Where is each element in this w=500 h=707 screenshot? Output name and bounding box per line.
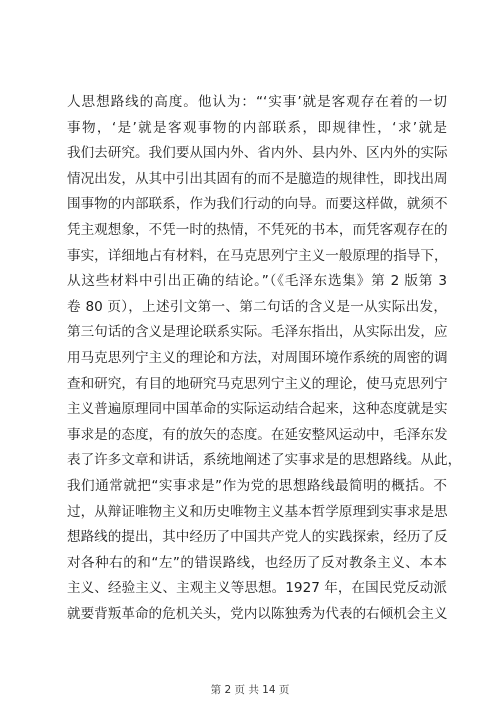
page-footer: 第 2 页 共 14 页	[210, 684, 290, 696]
text-line: 从这些材料中引出正确的结论。”（《毛泽东选集》第 2 版第 3	[67, 273, 447, 290]
text-line: 我们去研究。我们要从国内外、省内外、县内外、区内外的实际	[67, 145, 448, 162]
text-line: 主义、经验主义、主观主义等思想。1927 年，在国民党反动派	[67, 580, 447, 597]
text-line: 主义普遍原理同中国革命的实际运动结合起来，这种态度就是实	[67, 401, 448, 418]
text-line: 凭主观想象，不凭一时的热情，不凭死的书本，而凭客观存在的	[67, 221, 448, 238]
text-line: 我们通常就把“实事求是”作为党的思想路线最简明的概括。不	[67, 477, 447, 494]
body-text	[67, 90, 462, 627]
text-line: 用马克思列宁主义的理论和方法，对周围环境作系统的周密的调	[67, 349, 448, 366]
text-line: 事实，详细地占有材料，在马克思列宁主义一般原理的指导下，	[67, 247, 448, 264]
text-line: 想路线的提出，其中经历了中国共产党人的实践探索，经历了反	[67, 529, 448, 546]
text-line: 表了许多文章和讲话，系统地阐述了实事求是的思想路线。从此，	[67, 452, 462, 469]
text-line: 查和研究，有目的地研究马克思列宁主义的理论，使马克思列宁	[67, 375, 448, 392]
text-line: 围事物的内部联系，作为我们行动的向导。而要这样做，就须不	[67, 196, 448, 213]
text-line: 情况出发，从其中引出其固有的而不是臆造的规律性，即找出周	[67, 170, 448, 187]
text-line: 人思想路线的高度。他认为：“‘实事’就是客观存在着的一切	[67, 94, 447, 110]
text-line: 事求是的态度，有的放矢的态度。在延安整风运动中，毛泽东发	[67, 426, 448, 443]
text-line: 就要背叛革命的危机关头，党内以陈独秀为代表的右倾机会主义	[67, 605, 448, 622]
text-line: 第三句话的含义是理论联系实际。毛泽东指出，从实际出发，应	[67, 324, 448, 341]
text-line: 对各种右的和“左”的错误路线，也经历了反对教条主义、本本	[67, 554, 447, 571]
text-line: 过，从辩证唯物主义和历史唯物主义基本哲学原理到实事求是思	[67, 503, 448, 520]
text-line: 卷 80 页），上述引文第一、第二句话的含义是一从实际出发，	[67, 298, 447, 315]
text-line: 事物，‘是’就是客观事物的内部联系，即规律性，‘求’就是	[67, 119, 447, 136]
